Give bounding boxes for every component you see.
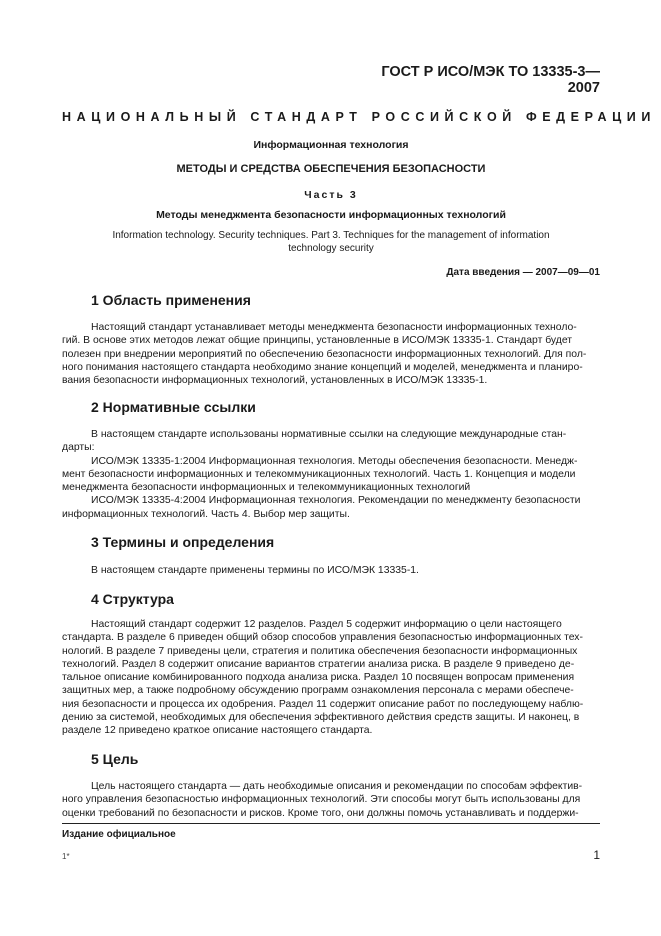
text-line: Настоящий стандарт содержит 12 разделов. Раздел 5 содержит информацию о цели настоящего: [91, 619, 562, 630]
text-line: ного понимания настоящего стандарта необходимо знание концепций и моделей, менеджмента и планиро-: [62, 361, 583, 373]
section-5-text: [62, 780, 600, 820]
footer-divider: [62, 823, 600, 824]
text-line: информационных технологий. Часть 4. Выбор мер защиты.: [62, 508, 350, 520]
title-line-1: Информационная технология: [253, 139, 409, 151]
text-line: дарты:: [62, 442, 95, 454]
text-line: вания безопасности информационных технологий, установленных в ИСО/МЭК 13335-1.: [62, 375, 488, 387]
section-2-text: [62, 428, 600, 521]
text-line: Цель настоящего стандарта — дать необходимые описания и рекомендации по способам эффектив-: [91, 781, 583, 792]
section-5-heading: 5 Цель: [91, 751, 139, 767]
official-edition-label: Издание официальное: [62, 829, 176, 840]
section-3-heading: 3 Термины и определения: [91, 534, 275, 550]
footnote-mark: 1*: [62, 852, 70, 861]
national-standard-banner: НАЦИОНАЛЬНЫЙ СТАНДАРТ РОССИЙСКОЙ ФЕДЕРАЦИИ: [62, 110, 656, 124]
text-line: В настоящем стандарте использованы нормативные ссылки на следующие международные стан-: [91, 429, 567, 440]
text-line: Настоящий стандарт устанавливает методы менеджмента безопасности информационных техноло-: [91, 322, 577, 333]
document-code: ГОСТ Р ИСО/МЭК ТО 13335-3—2007: [381, 64, 600, 96]
section-1-heading: 1 Область применения: [91, 292, 251, 308]
section-1-text: [62, 321, 600, 387]
title-english: [62, 229, 600, 255]
text-line: ИСО/МЭК 13335-4:2004 Информационная технология. Рекомендации по менеджменту безопасности: [91, 495, 581, 507]
text-line: гий. В основе этих методов лежат общие принципы, установленные в ИСО/МЭК 13335-1. Стандарт будет: [62, 335, 573, 347]
text-line: полезен при внедрении мероприятий по обеспечению безопасности информационных технологий. Для пол-: [62, 348, 587, 360]
text-line: тальное описание комбинированного подхода анализа риска. Раздел 10 посвящен вопросам применения: [62, 672, 575, 684]
text-line: технологий. Раздел 8 содержит описание вариантов стратегии анализа риска. В разделе 9 приведено де-: [62, 658, 575, 670]
text-line: менеджмента безопасности информационных и телекоммуникационных технологий: [62, 482, 471, 494]
text-line: дению за системой, необходимых для обеспечения эффективного действия средств защиты. И наконец, в: [62, 712, 580, 724]
text-line: защитных мер, а также подробному обсуждению программ ознакомления персонала с мерами обеспече-: [62, 685, 574, 697]
text-line: ИСО/МЭК 13335-1:2004 Информационная технология. Методы обеспечения безопасности. Менедж-: [91, 455, 578, 467]
text-line: оценки требований по безопасности и рисков. Кроме того, они должны помочь устанавливать и поддержи-: [62, 807, 579, 819]
title-english-line-2: technology security: [288, 243, 374, 254]
section-4-text: [62, 618, 600, 738]
text-line: нологий. В разделе 7 приведены цели, стратегия и политика обеспечения безопасности информационных: [62, 645, 578, 657]
introduction-date: Дата введения — 2007—09—01: [446, 267, 600, 278]
section-3-text: [62, 564, 600, 577]
text-line: ния безопасности и процесса их одобрения. Раздел 11 содержит описание работ по последующему наблю-: [62, 698, 584, 710]
title-subtitle: Методы менеджмента безопасности информационных технологий: [156, 209, 506, 221]
text-line: ного управления безопасностью информационных технологий. Эти способы могут быть использованы для: [62, 794, 581, 806]
text-line: мент безопасности информационных и телекоммуникационных технологий. Часть 1. Концепция и модели: [62, 468, 576, 480]
text-line: стандарта. В разделе 6 приведен общий обзор способов управления безопасностью информационных тех-: [62, 632, 583, 644]
page-number: 1: [593, 848, 600, 862]
title-part: Часть 3: [304, 189, 358, 201]
text-line: В настоящем стандарте применены термины по ИСО/МЭК 13335-1.: [91, 565, 419, 576]
section-4-heading: 4 Структура: [91, 591, 174, 607]
title-main: МЕТОДЫ И СРЕДСТВА ОБЕСПЕЧЕНИЯ БЕЗОПАСНОСТИ: [176, 163, 486, 175]
text-line: разделе 12 приведено краткое описание настоящего стандарта.: [62, 725, 373, 737]
title-english-line-1: Information technology. Security techniques. Part 3. Techniques for the management of information: [112, 230, 550, 241]
section-2-heading: 2 Нормативные ссылки: [91, 399, 256, 415]
